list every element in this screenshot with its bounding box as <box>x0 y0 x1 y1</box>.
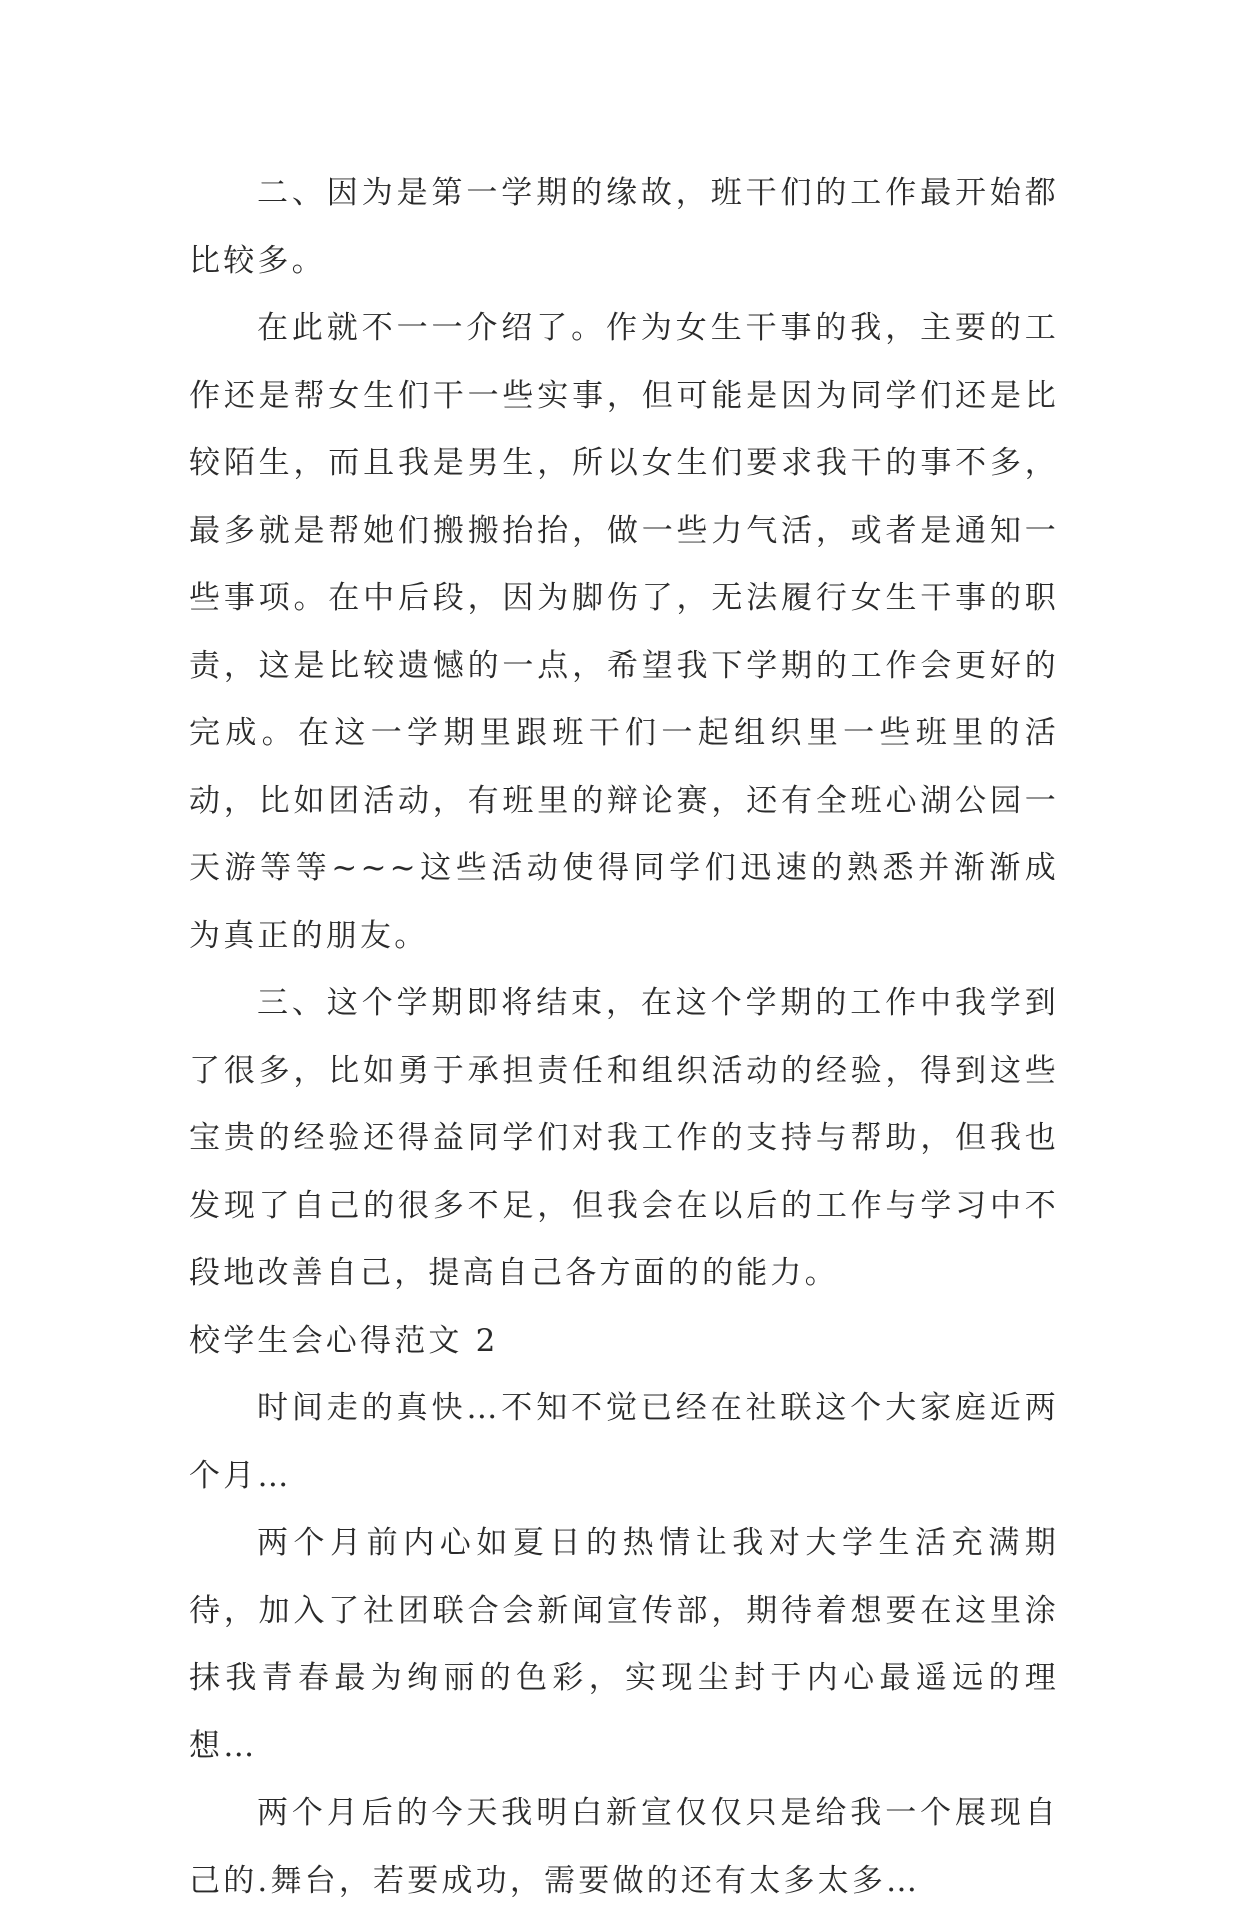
paragraph-section-two: 二、因为是第一学期的缘故，班干们的工作最开始都比较多。 <box>189 175 1059 279</box>
section-heading: 校学生会心得范文 2 <box>189 1322 499 1359</box>
paragraph-section-three: 三、这个学期即将结束，在这个学期的工作中我学到了很多，比如勇于承担责任和组织活动的经验，得到这些宝贵的经验还得益同学们对我工作的支持与帮助，但我也发现了自己的很多不足，但我会在以后的工作与学习中不段地改善自己，提高自己各方面的的能力。 <box>189 985 1059 1291</box>
document-body <box>189 160 1059 1915</box>
paragraph-duties: 在此就不一一介绍了。作为女生干事的我，主要的工作还是帮女生们干一些实事，但可能是因为同学们还是比较陌生，而且我是男生，所以女生们要求我干的事不多，最多就是帮她们搬搬抬抬，做一些力气活，或者是通知一些事项。在中后段，因为脚伤了，无法履行女生干事的职责，这是比较遗憾的一点，希望我下学期的工作会更好的完成。在这一学期里跟班干们一起组织里一些班里的活动，比如团活动，有班里的辩论赛，还有全班心湖公园一天游等等~~~这些活动使得同学们迅速的熟悉并渐渐成为真正的朋友。 <box>189 310 1059 954</box>
paragraph-before: 两个月前内心如夏日的热情让我对大学生活充满期待，加入了社团联合会新闻宣传部，期待着想要在这里涂抹我青春最为绚丽的色彩，实现尘封于内心最遥远的理想… <box>189 1525 1059 1764</box>
paragraph-time: 时间走的真快…不知不觉已经在社联这个大家庭近两个月… <box>189 1390 1059 1494</box>
paragraph-after: 两个月后的今天我明白新宣仅仅只是给我一个展现自己的.舞台，若要成功，需要做的还有太多太多… <box>189 1795 1059 1899</box>
